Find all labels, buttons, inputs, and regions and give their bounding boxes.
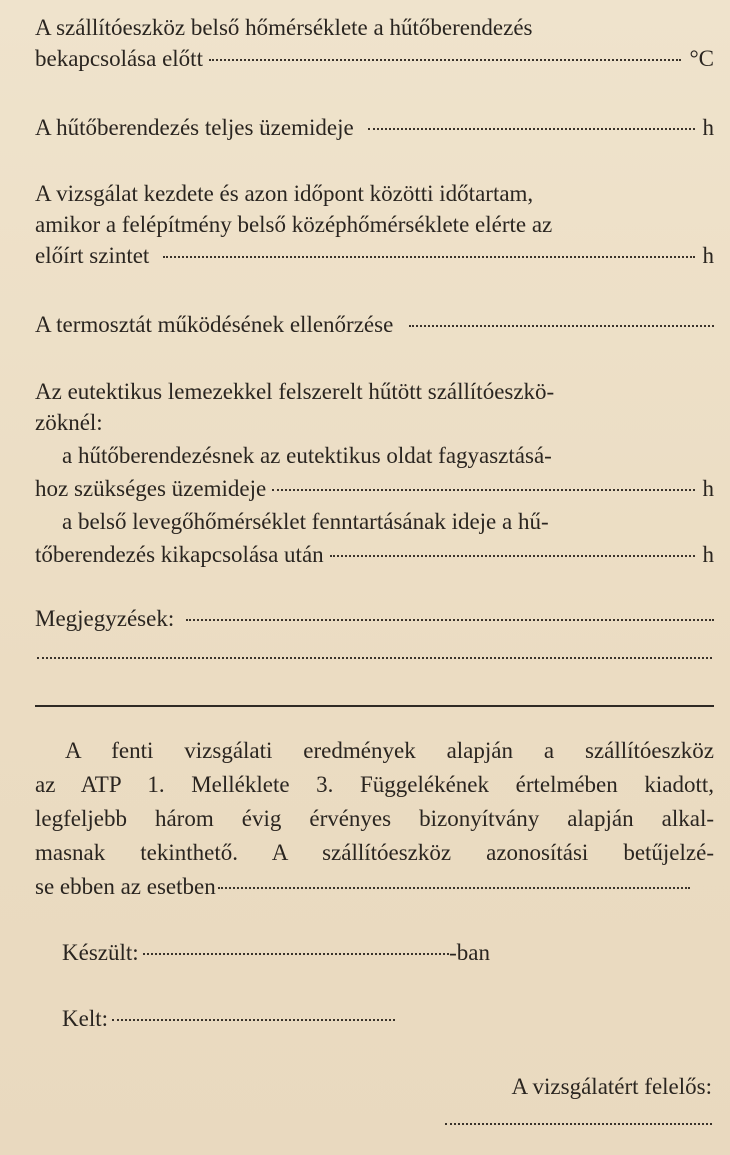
identification-field: [35, 873, 690, 901]
freeze-line1: a hűtőberendezésnek az eutektikus oldat fagyasztásá-: [62, 443, 552, 468]
hold-label: tőberendezés kikapcsolása után: [35, 542, 324, 567]
runtime-input-line[interactable]: [368, 128, 695, 130]
made-label: Készült:: [62, 940, 139, 965]
hold-input-line[interactable]: [330, 555, 695, 557]
freeze-unit: h: [702, 476, 714, 501]
conclusion-line1: A fenti vizsgálati eredmények alapján a szállítóeszköz: [65, 738, 714, 763]
eutectic-line1: Az eutektikus lemezekkel felszerelt hűtött szállítóeszkö-: [35, 379, 555, 404]
temp-before-line1: A szállítóeszköz belső hőmérséklete a hűtőberendezés: [35, 15, 533, 40]
remarks-field: [35, 605, 714, 633]
temp-before-field: [35, 45, 714, 73]
duration-input-line[interactable]: [163, 256, 694, 258]
runtime-label: A hűtőberendezés teljes üzemideje: [35, 115, 354, 140]
duration-line2: amikor a felépítmény belső középhőmérséklete elérte az: [35, 212, 553, 237]
remarks-input-line-1[interactable]: [186, 619, 714, 621]
duration-unit: h: [702, 243, 714, 268]
freeze-input-line[interactable]: [272, 489, 694, 491]
temp-before-label: bekapcsolása előtt: [35, 46, 203, 71]
duration-label: előírt szintet: [35, 243, 150, 268]
hold-field: [35, 541, 714, 569]
made-suffix: -ban: [449, 940, 490, 965]
duration-line1: A vizsgálat kezdete és azon időpont közötti időtartam,: [35, 181, 534, 206]
conclusion-line2: az ATP 1. Melléklete 3. Függelékének értelmében kiadott,: [35, 772, 714, 797]
made-field: [62, 939, 490, 967]
runtime-field: [35, 114, 714, 142]
date-input-line[interactable]: [112, 1019, 395, 1021]
runtime-unit: h: [702, 115, 714, 140]
hold-unit: h: [702, 542, 714, 567]
responsible-label: A vizsgálatért felelős:: [511, 1074, 712, 1099]
temp-unit: °C: [689, 46, 714, 71]
remarks-input-line-2[interactable]: [37, 657, 712, 659]
thermostat-field: [35, 311, 714, 339]
made-input-line[interactable]: [143, 953, 449, 955]
eutectic-line2: zöknél:: [35, 410, 103, 435]
hold-line1: a belső levegőhőmérséklet fenntartásának ideje a hű-: [62, 509, 549, 534]
conclusion-line5: se ebben az esetben: [35, 874, 216, 899]
conclusion-line4: masnak tekinthető. A szállítóeszköz azonosítási betűjelzé-: [35, 840, 714, 865]
date-label: Kelt:: [62, 1006, 108, 1031]
freeze-field: [35, 475, 714, 503]
identification-input-line[interactable]: [218, 887, 690, 889]
conclusion-line3: legfeljebb három évig érvényes bizonyítvány alapján alkal-: [35, 806, 714, 831]
thermostat-input-line[interactable]: [409, 325, 714, 327]
signature-line[interactable]: [445, 1123, 712, 1125]
date-field: [62, 1005, 395, 1033]
duration-field: [35, 242, 714, 270]
thermostat-label: A termosztát működésének ellenőrzése: [35, 312, 394, 337]
freeze-label: hoz szükséges üzemideje: [35, 476, 267, 501]
temp-before-input-line[interactable]: [209, 59, 681, 61]
remarks-label: Megjegyzések:: [35, 606, 175, 631]
section-divider: [35, 705, 714, 707]
